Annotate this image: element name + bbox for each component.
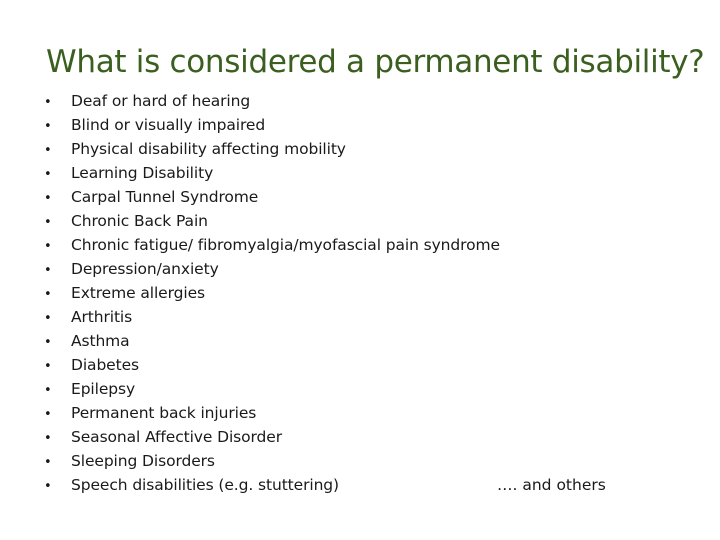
bullet-icon: • <box>44 407 52 422</box>
bullet-icon: • <box>44 479 52 494</box>
list-item-label: Blind or visually impaired <box>71 116 266 134</box>
bullet-icon: • <box>44 95 52 110</box>
list-item <box>44 113 500 137</box>
list-item-label: Diabetes <box>71 356 140 374</box>
list-item-label: Chronic fatigue/ fibromyalgia/myofascial pain syndrome <box>71 236 500 254</box>
list-item-label: Physical disability affecting mobility <box>71 140 346 158</box>
bullet-icon: • <box>44 263 52 278</box>
list-item <box>44 473 500 497</box>
list-item-label: Extreme allergies <box>71 284 205 302</box>
disability-list <box>44 89 500 497</box>
list-item-label: Seasonal Affective Disorder <box>71 428 282 446</box>
list-item-label: Deaf or hard of hearing <box>71 92 251 110</box>
list-item <box>44 281 500 305</box>
trailing-note: …. and others <box>497 476 606 494</box>
list-item <box>44 401 500 425</box>
bullet-icon: • <box>44 191 52 206</box>
list-item-label: Carpal Tunnel Syndrome <box>71 188 259 206</box>
list-item <box>44 185 500 209</box>
list-item-label: Epilepsy <box>71 380 136 398</box>
list-item <box>44 257 500 281</box>
list-item <box>44 353 500 377</box>
list-item <box>44 377 500 401</box>
bullet-icon: • <box>44 455 52 470</box>
list-item <box>44 329 500 353</box>
list-item-label: Chronic Back Pain <box>71 212 208 230</box>
list-item <box>44 161 500 185</box>
bullet-icon: • <box>44 383 52 398</box>
bullet-icon: • <box>44 215 52 230</box>
list-item <box>44 425 500 449</box>
bullet-icon: • <box>44 167 52 182</box>
list-item <box>44 449 500 473</box>
list-item-label: Arthritis <box>71 308 133 326</box>
list-item-label: Learning Disability <box>71 164 214 182</box>
bullet-icon: • <box>44 119 52 134</box>
list-item <box>44 137 500 161</box>
bullet-icon: • <box>44 239 52 254</box>
bullet-icon: • <box>44 431 52 446</box>
bullet-icon: • <box>44 311 52 326</box>
bullet-icon: • <box>44 287 52 302</box>
list-item-label: Speech disabilities (e.g. stuttering) <box>71 476 339 494</box>
slide-title: What is considered a permanent disability? <box>46 44 705 80</box>
bullet-icon: • <box>44 335 52 350</box>
list-item-label: Asthma <box>71 332 130 350</box>
list-item <box>44 209 500 233</box>
list-item <box>44 305 500 329</box>
list-item-label: Sleeping Disorders <box>71 452 215 470</box>
bullet-icon: • <box>44 143 52 158</box>
list-item <box>44 89 500 113</box>
list-item-label: Depression/anxiety <box>71 260 219 278</box>
list-item-label: Permanent back injuries <box>71 404 257 422</box>
bullet-icon: • <box>44 359 52 374</box>
list-item <box>44 233 500 257</box>
